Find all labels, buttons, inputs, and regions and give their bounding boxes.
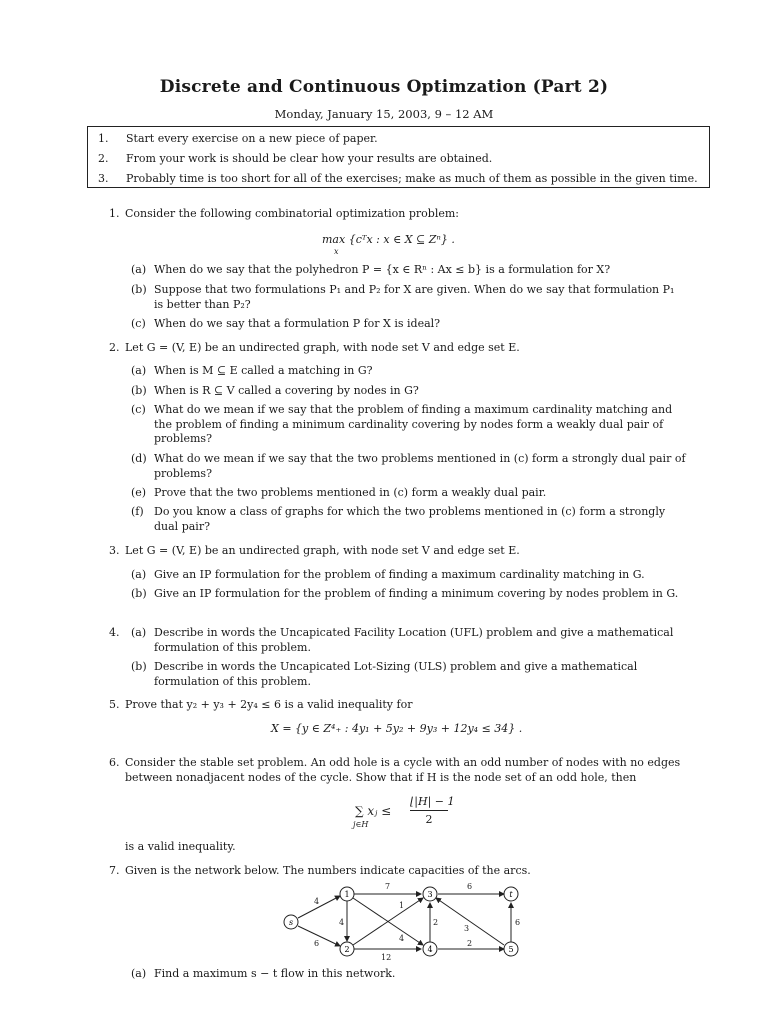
capacity-label: 6 (467, 882, 473, 891)
svg-text:t: t (509, 890, 513, 899)
capacity-label: 7 (385, 882, 391, 891)
graph-node (284, 915, 298, 929)
instruction-item: 3. Probably time is too short for all of the exercises; make as much of them as possible in the given time. (98, 172, 698, 185)
q6-formula-subscript: j∈H (353, 820, 369, 829)
graph-arcs (298, 894, 511, 949)
graph-node (504, 887, 518, 901)
q6-formula-denominator: 2 (425, 813, 433, 826)
arc-5-3 (436, 898, 504, 945)
graph-node (423, 887, 437, 901)
svg-text:s: s (288, 918, 294, 927)
capacity-label: 6 (314, 939, 320, 948)
q1-formula: max {cᵀx : x ∈ X ⊆ Zⁿ} . (322, 233, 455, 246)
capacity-label: 4 (399, 934, 405, 943)
q6-outro: is a valid inequality. (125, 840, 236, 853)
capacity-label: 4 (339, 918, 345, 927)
graph-node (423, 942, 437, 956)
capacity-label: 4 (314, 897, 320, 906)
capacity-label: 1 (399, 901, 405, 910)
exam-title: Discrete and Continuous Optimzation (Part 2) (159, 77, 609, 97)
exam-date: Monday, January 15, 2003, 9 – 12 AM (274, 107, 494, 121)
instruction-item: 1. Start every exercise on a new piece of paper. (98, 132, 378, 145)
q6-formula-numerator: ⌊|H| − 1 (410, 795, 455, 808)
capacity-label: 2 (433, 918, 439, 927)
instruction-item: 2. From your work is should be clear how your results are obtained. (98, 152, 493, 165)
q1-formula-subscript: x (334, 247, 339, 256)
svg-text:1: 1 (344, 890, 350, 899)
capacity-label: 2 (467, 939, 473, 948)
network-graph (278, 878, 526, 968)
instructions-box (87, 126, 710, 188)
q5-formula: X = {y ∈ Z⁴₊ : 4y₁ + 5y₂ + 9y₃ + 12y₄ ≤ 34} . (271, 722, 523, 735)
fraction-bar (410, 810, 448, 811)
svg-text:5: 5 (508, 945, 514, 954)
q6-formula-lhs: ∑ xⱼ ≤ (355, 804, 392, 818)
capacity-label: 6 (515, 918, 521, 927)
graph-node (504, 942, 518, 956)
graph-node (340, 887, 354, 901)
graph-node (340, 942, 354, 956)
exam-page: Discrete and Continuous Optimzation (Part 2) Monday, January 15, 2003, 9 – 12 AM 1. Start every exercise on a new piece of paper. 2. From your work is should be clear how your results are obtained. 3. Probably time is too short for all of the exercises; make as much of them as possible in the given time. 1. Consider the following combinatorial optimization problem: max {cᵀx : x ∈ X ⊆ Zⁿ} . x (a) When do we say that the polyhedron P = {x ∈ Rⁿ : Ax ≤ b} is a formulation for X? (b) Suppose that two formulations P₁ and P₂ for X are given. When do we say that formulation P₁ is better than P₂? (c) When do we say that a formulation P for X is ideal? 2. Let G = (V, E) be an undirected graph, with node set V and edge set E. (a) When is M ⊆ E called a matching in G? (b) When is R ⊆ V called a covering by nodes in G? (c) What do we mean if we say that the problem of finding a maximum cardinality matching and the problem of finding a minimum cardinality covering by nodes form a weakly dual pair of problems? (d) What do we mean if we say that the two problems mentioned in (c) form a strongly dual pair of problems? (e) Prove that the two problems mentioned in (c) form a weakly dual pair. (f) Do you know a class of graphs for which the two problems mentioned in (c) form a strongly dual pair? 3. Let G = (V, E) be an undirected graph, with node set V and edge set E. (a) Give an IP formulation for the problem of finding a maximum cardinality matching in G. (b) Give an IP formulation for the problem of finding a minimum covering by nodes problem in G. 4. (a) Describe in words the Uncapicated Facility Location (UFL) problem and give a mathematical formulation of this problem. (b) Describe in words the Uncapicated Lot-Sizing (ULS) problem and give a mathematical formulation of this problem. 5. Prove that y₂ + y₃ + 2y₄ ≤ 6 is a valid inequality for X = {y ∈ Z⁴₊ : 4y₁ + 5y₂ + 9y₃ + 12y₄ ≤ 34} . 6. Consider the stable set problem. An odd hole is a cycle with an odd number of nodes with no edges between nonadjacent nodes of the cycle. Show that if H is the node set of an odd hole, then ∑ xⱼ ≤ j∈H ⌊|H| − 1 2 is a valid inequality. 7. Given is the network below. The numbers indicate capacities of the arcs. s 1 2 3 4 5 t 4 6 7 4 1 12 2 4 6 3 2 6 (a) Find a maximum s − t flow in this network. (0, 0, 768, 1024)
svg-text:2: 2 (344, 945, 350, 954)
graph-nodes (284, 887, 521, 956)
svg-text:4: 4 (427, 945, 433, 954)
capacity-label: 3 (464, 924, 470, 933)
svg-text:3: 3 (427, 890, 433, 899)
capacity-label: 12 (381, 953, 392, 962)
